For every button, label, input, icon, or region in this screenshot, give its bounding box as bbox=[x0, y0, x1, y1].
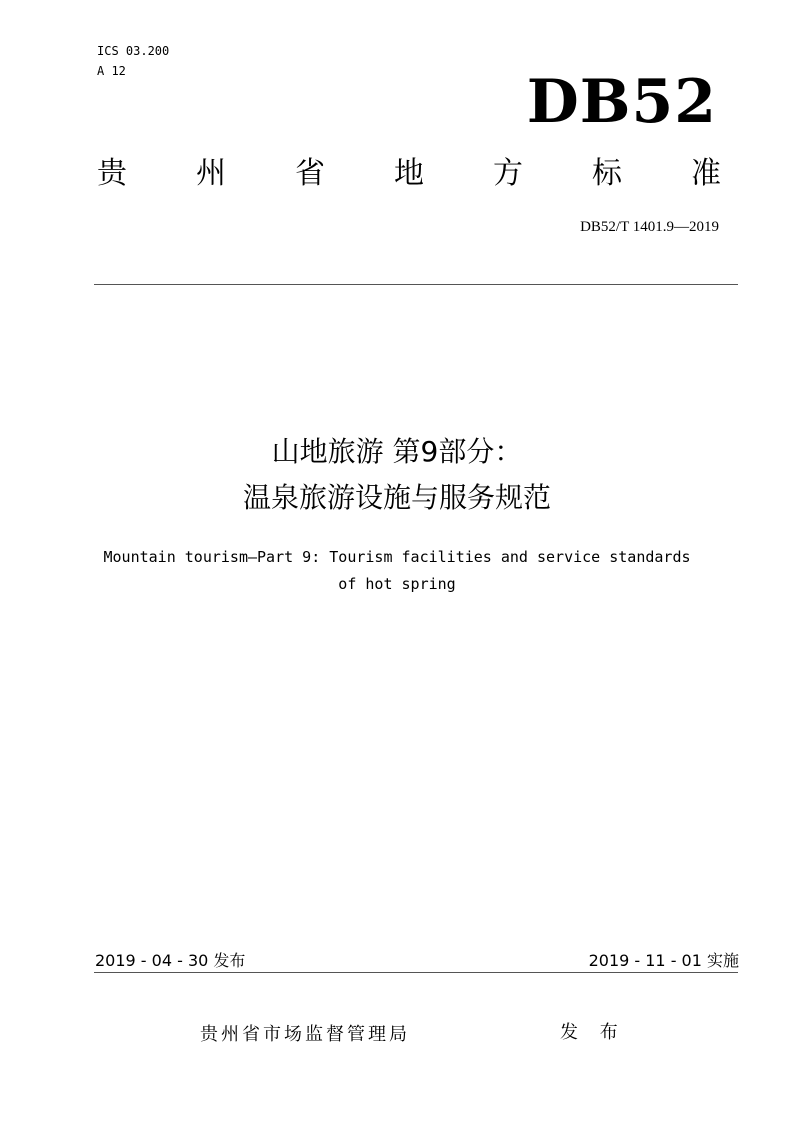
standard-type bbox=[97, 150, 721, 198]
issue-date: 2019 - 04 - 30 发布 bbox=[95, 951, 246, 970]
title-en-line2: of hot spring bbox=[338, 575, 456, 593]
standard-type-char: 省 bbox=[295, 156, 325, 191]
standard-type-char: 标 bbox=[592, 156, 622, 191]
standard-type-char: 州 bbox=[196, 156, 226, 191]
header-divider bbox=[94, 284, 738, 285]
standard-type-char: 地 bbox=[394, 156, 424, 191]
standard-type-char: 方 bbox=[493, 156, 523, 191]
issuing-authority: 贵州省市场监督管理局 bbox=[200, 1024, 410, 1045]
standard-number: DB52/T 1401.9—2019 bbox=[580, 219, 719, 235]
standard-type-char: 准 bbox=[691, 156, 721, 191]
ics-code: ICS 03.200 bbox=[97, 44, 170, 58]
title-en-line1: Mountain tourism—Part 9: Tourism facilities and service standards bbox=[103, 548, 691, 566]
title-cn-line2: 温泉旅游设施与服务规范 bbox=[242, 481, 551, 514]
publish-label: 发 布 bbox=[560, 1022, 626, 1043]
standard-logo: DB52 bbox=[526, 67, 717, 137]
classification-codes bbox=[97, 41, 169, 81]
ccs-code: A 12 bbox=[97, 64, 126, 78]
implement-date: 2019 - 11 - 01 实施 bbox=[588, 951, 739, 970]
footer-divider bbox=[94, 972, 738, 973]
standard-type-char: 贵 bbox=[97, 156, 127, 191]
title-cn-line1: 山地旅游 第9部分： bbox=[271, 435, 523, 468]
